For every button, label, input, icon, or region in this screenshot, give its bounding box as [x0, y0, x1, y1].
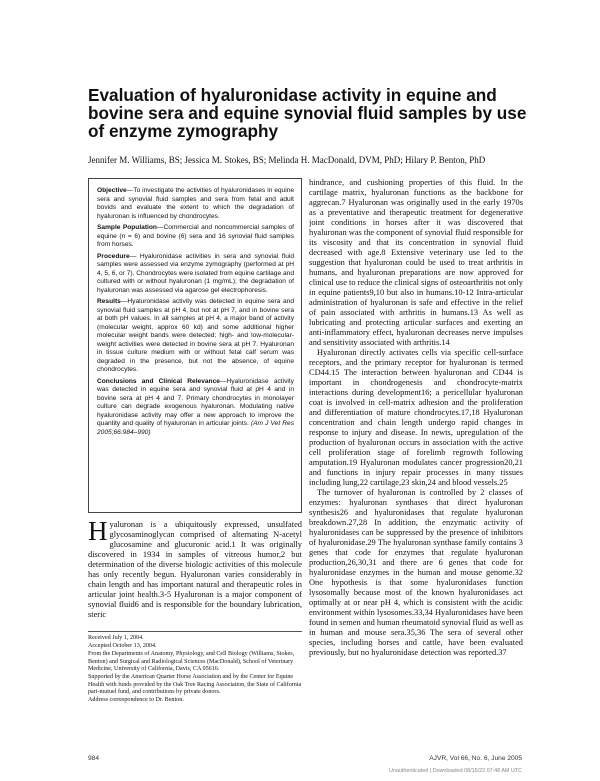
- conclusions-text: —Hyaluronidase activity was detected in equine sera and synovial fluid at pH 4 and in bovine sera at pH 4 and 7. Primary chondrocytes in monolayer culture can degrade exogenous hyaluronan. Modulating native hyaluronidase activity may offer a new approach to improve the quantity and quality of hyaluronan in articular joints.: [97, 377, 294, 427]
- abstract-sample: [97, 224, 294, 250]
- article-footnotes: [88, 631, 302, 747]
- abstract-procedure: [97, 253, 294, 296]
- download-watermark: Unauthenticated | Downloaded 08/15/22 07:48 AM UTC: [389, 768, 522, 774]
- abstract-results: [97, 298, 294, 375]
- journal-citation: AJVR, Vol 66, No. 6, June 2005: [429, 755, 522, 762]
- drop-cap: H: [88, 520, 108, 546]
- support-note: Supported by the American Quarter Horse Association and by the Center for Equine Health with funds provided by the Oak Tree Racing Association, the State of California pari-mutuel fund, and contributions by private donors.: [88, 674, 302, 695]
- sample-label: Sample Population: [97, 224, 157, 231]
- body-paragraph: hindrance, and cushioning properties of this fluid. In the cartilage matrix, hyaluronan functions as the backbone for aggrecan.7 Hyaluronan was originally used in the early 1970s as a preventative and therapeutic treatment for degenerative joint conditions in horses after it was discovered that hyaluronan was the component of synovial fluid responsible for its viscosity and that its concentration in synovial fluid decreased with age.8 Extensive veterinary use led to the suggestion that hyaluronan could be used to treat arthritis in humans, and hyaluronan preparations are now approved for clinical use to reduce the clinical signs of osteoarthritis not only in equine patients9,10 but also in humans.10-12 Intra-articular administration of hyaluronan is safe and effective in the relief of pain associated with arthritis in humans.13 As well as lubricating and protecting articular surfaces and exerting an anti-inflammatory effect, hyaluronan decreases nerve impulses and sensitivity associated with arthritis.14: [309, 178, 523, 347]
- intro-paragraph: [88, 520, 302, 625]
- article-title: Evaluation of hyaluronidase activity in equine and bovine sera and equine synovial fluid samples by use of enzyme zymography: [88, 85, 527, 141]
- page-number: 984: [88, 755, 100, 762]
- correspondence-note: Address correspondence to Dr. Benton.: [88, 697, 184, 703]
- conclusions-label: Conclusions and Clinical Relevance: [97, 377, 220, 385]
- intro-text: yaluronan is a ubiquitously expressed, unsulfated glycosaminoglycan comprised of alternating N-acetyl glucosamine and glucuronic acid.1 It was originally discovered in 1934 in samples of vitreous humor,2 but determination of the diverse biologic activities of this molecule has only recently begun. Hyaluronan varies considerably in chain length and has important natural and therapeutic roles in articular joint health.3-5 Hyaluronan is a major component of synovial fluid6 and is responsible for the boundary lubrication, steric: [88, 520, 302, 619]
- abstract-conclusions: [97, 378, 294, 438]
- accepted-date: Accepted October 13, 2004.: [88, 643, 157, 649]
- objective-text: —To investigate the activities of hyaluronidases in equine sera and synovial fluid samples and sera from fetal and adult bovids and evaluate the extent to which the degradation of hyaluronan is influenced by chondrocytes.: [97, 187, 294, 220]
- objective-label: Objective: [97, 187, 127, 194]
- body-paragraph: Hyaluronan directly activates cells via specific cell-surface receptors, and the primary receptor for hyaluronan is termed CD44.15 The interaction between hyaluronan and CD44 is important in chondrogenesis and chondrocyte-matrix interactions during development16; a pericellular hyaluronan coat is involved in cell-matrix adhesion and the proliferation and differentiation of mature chondrocytes.17,18 Hyaluronan concentration and chain length undergo rapid changes in response to injury and disease. In newts, upregulation of the production of hyaluronan occurs in association with the active cell proliferation stage of forelimb regrowth following amputation.19 Hyaluronan modulates cancer progression20,21 and functions in injury repair processes in many tissues including lung,22 cartilage,23 skin,24 and blood vessels.25: [309, 348, 523, 487]
- body-paragraph: The turnover of hyaluronan is controlled by 2 classes of enzymes: hyaluronan synthases that direct hyaluronan synthesis26 and hyaluronidases that regulate hyaluronan breakdown.27,28 In addition, the enzymatic activity of hyaluronidases can be suppressed by the presence of inhibitors of hyaluronidase.29 The hyaluronan synthase family contains 3 genes that code for enzymes that regulate hyaluronan production,26,30,31 and there are 6 genes that code for hyaluronidase enzymes in the human and mouse genome.32 One hypothesis is that some hyaluronidases function lysosomally because most of the known hyaluronidases act optimally at or near pH 4, which is consistent with the acidic environment within lysosomes.33,34 Hyaluronidases have been found in semen and human rheumatoid synovial fluid as well as in human and mouse sera.35,36 The sera of several other species, including horses and cattle, have been evaluated previously, but no hyaluronidase detection was reported.37: [309, 488, 523, 657]
- abstract-objective: [97, 187, 294, 221]
- procedure-text: — Hyaluronidase activities in sera and synovial fluid samples were assessed via enzyme zymography (performed at pH 4, 5, 6, or 7). Chondrocytes were isolated from equine cartilage and cultured with or without hyaluronan (1 mg/mL); the degradation of hyaluronan was assessed via agarose gel electrophoresis.: [97, 252, 294, 294]
- results-label: Results: [97, 298, 121, 305]
- sample-text: —Commercial and noncommercial samples of equine (n = 6) and bovine (6) sera and 16 synovial fluid samples from horses.: [97, 224, 295, 248]
- abstract-box: [88, 178, 302, 513]
- abstract-citation: (Am J Vet Res 2005;66:984–990): [97, 420, 294, 436]
- results-text: —Hyaluronidase activity was detected in equine sera and synovial fluid samples at pH 4, but not at pH 7, and in bovine sera at both pH values. In all samples at pH 4, a major band of activity (molecular weight, approx 60 kd) and some additional higher molecular weight bands were detected; high- and low-molecular-weight activities were detected in bovine sera at pH 7. Hyaluronan in tissue culture medium with or without fetal calf serum was degraded in the presence, but not the absence, of equine chondrocytes.: [97, 298, 294, 373]
- affiliation-note: From the Departments of Anatomy, Physiology, and Cell Biology (Williams, Stokes, Benton) and Surgical and Radiological Sciences (MacDonald), School of Veterinary Medicine, University of California, Davis, CA 95616.: [88, 651, 295, 672]
- author-list: Jennifer M. Williams, BS; Jessica M. Stokes, BS; Melinda H. MacDonald, DVM, PhD; Hilary P. Benton, PhD: [88, 155, 486, 165]
- received-date: Received July 1, 2004.: [88, 635, 144, 641]
- procedure-label: Procedure: [97, 252, 130, 260]
- right-column: [309, 178, 523, 748]
